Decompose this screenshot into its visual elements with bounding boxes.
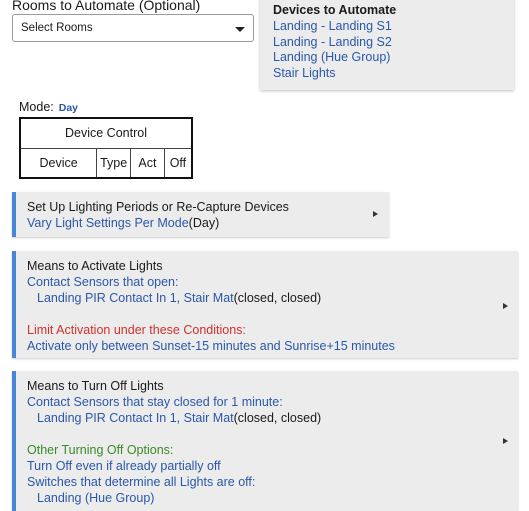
device-item[interactable]: Landing - Landing S2	[273, 34, 392, 49]
activate-contact-devices[interactable]: Landing PIR Contact In 1, Stair Mat	[37, 291, 234, 305]
device-item[interactable]: Landing - Landing S1	[273, 19, 392, 33]
column-header-act: Act	[131, 148, 165, 178]
chevron-right-icon	[373, 211, 378, 217]
chevron-right-icon	[503, 303, 508, 309]
devices-panel-title: Devices to Automate	[273, 3, 397, 17]
vary-settings-link[interactable]: Vary Light Settings Per Mode	[27, 216, 189, 230]
rooms-select-value: Select Rooms	[21, 22, 93, 34]
device-item[interactable]: Landing (Hue Group)	[273, 50, 391, 64]
turn-off-contact-states: (closed, closed)	[233, 411, 322, 425]
mode-label: Mode:	[19, 100, 54, 114]
column-header-device: Device	[20, 148, 97, 178]
activate-title: Means to Activate Lights	[27, 259, 163, 273]
limit-activation-value: Activate only between Sunset-15 minutes and Sunrise+15 minutes	[27, 339, 395, 353]
turn-off-option-switches: Switches that determine all Lights are off:	[27, 475, 256, 489]
rooms-label: Rooms to Automate (Optional)	[12, 0, 201, 13]
lighting-periods-card[interactable]	[12, 192, 389, 237]
other-options-heading: Other Turning Off Options:	[27, 443, 174, 457]
mode-value: Day	[58, 102, 79, 114]
turn-off-contact-heading: Contact Sensors that stay closed for 1 minute:	[27, 395, 283, 409]
turn-off-lights-card[interactable]	[12, 371, 518, 511]
devices-panel	[260, 0, 514, 90]
chevron-right-icon	[503, 438, 508, 444]
device-control-title: Device Control	[20, 118, 192, 148]
turn-off-option-partial: Turn Off even if already partially off	[27, 459, 221, 473]
chevron-down-icon	[235, 27, 245, 32]
device-item[interactable]: Stair Lights	[273, 65, 336, 80]
column-header-type: Type	[97, 148, 131, 178]
activate-contact-heading: Contact Sensors that open:	[27, 275, 179, 289]
activate-contact-states: (closed, closed)	[233, 291, 322, 305]
turn-off-contact-devices[interactable]: Landing PIR Contact In 1, Stair Mat	[37, 411, 234, 425]
rooms-select[interactable]	[12, 14, 254, 42]
lighting-periods-title: Set Up Lighting Periods or Re-Capture Devices	[27, 200, 289, 214]
activate-lights-card[interactable]	[12, 251, 518, 358]
column-header-off: Off	[164, 148, 192, 178]
turn-off-title: Means to Turn Off Lights	[27, 379, 164, 393]
vary-settings-mode: (Day)	[188, 216, 220, 230]
device-control-table	[19, 117, 193, 179]
mode-indicator	[19, 100, 78, 114]
turn-off-option-group: Landing (Hue Group)	[37, 491, 155, 505]
limit-activation-heading: Limit Activation under these Conditions:	[27, 323, 246, 337]
